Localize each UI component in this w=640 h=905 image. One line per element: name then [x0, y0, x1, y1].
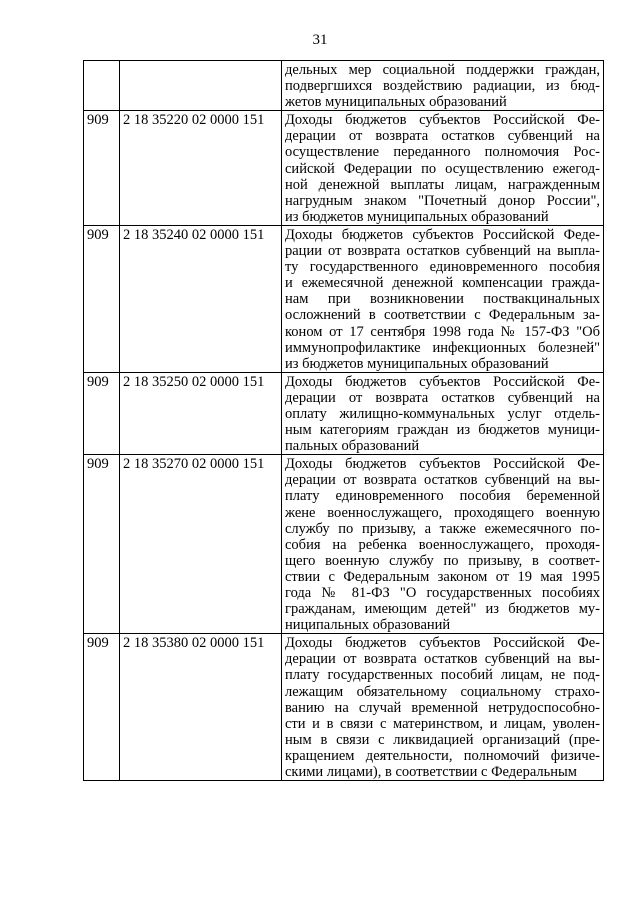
description-line: и ежемесячной денежной компенсации гражда-	[285, 275, 600, 292]
kbk-code-cell: 2 18 35250 02 0000 151	[120, 372, 282, 454]
description-line: сийской Федерации по осуществлению ежегод-	[285, 160, 600, 177]
description-line: ту государственного единовременного пособия	[285, 259, 600, 276]
description-line: ствии с Федеральным законом от 19 мая 1995	[285, 568, 600, 585]
description-line: плату единовременного пособия беременной	[285, 488, 600, 505]
admin-code-cell: 909	[84, 455, 120, 634]
description-line: пальных образований	[285, 438, 420, 455]
description-line: жетов муниципальных образований	[285, 94, 507, 111]
description-line: ниципальных образований	[285, 617, 451, 634]
description-line: службу по призыву, а также ежемесячного по-	[285, 520, 600, 537]
description-line: щего военную службу по призыву, в соответ-	[285, 552, 600, 569]
description-line: плату государственных пособий лицам, не под-	[285, 667, 600, 684]
description-line: рации от возврата остатков субвенций на выпла-	[285, 243, 600, 260]
kbk-code-cell	[120, 61, 282, 111]
description-line: гражданам, имеющим детей" из бюджетов му-	[285, 601, 600, 618]
description-line: дерации от возврата остатков субвенций на	[285, 389, 600, 406]
description-line: осуществление переданного полномочия Рос-	[285, 144, 600, 161]
description-line: Доходы бюджетов субъектов Российской Фе-	[285, 456, 600, 473]
table-row	[84, 225, 604, 372]
admin-code-cell	[84, 61, 120, 111]
description-line: ванию на случай временной нетрудоспособно-	[285, 699, 600, 716]
description-line: ным категориям граждан из бюджетов муници-	[285, 422, 600, 439]
table-row	[84, 61, 604, 111]
description-line: Доходы бюджетов субъектов Российской Фе-	[285, 373, 600, 390]
description-line: из бюджетов муниципальных образований	[285, 208, 549, 225]
description-line: жене военнослужащего, проходящего военную	[285, 504, 600, 521]
description-line: Доходы бюджетов субъектов Российской Феде-	[285, 226, 600, 243]
description-line: Доходы бюджетов субъектов Российской Фе-	[285, 112, 600, 129]
description-line: дерации от возврата остатков субвенций на вы-	[285, 651, 600, 668]
description-line: коном от 17 сентября 1998 года № 157-ФЗ "Об	[285, 323, 600, 340]
description-line: года № 81-ФЗ "О государственных пособиях	[285, 585, 600, 601]
admin-code-cell: 909	[84, 225, 120, 372]
description-line: дерации от возврата остатков субвенций на вы-	[285, 472, 600, 489]
description-line: подвергшихся воздействию радиации, из бюд-	[285, 78, 600, 95]
description-line: ным в связи с ликвидацией организаций (пре-	[285, 731, 600, 748]
description-line: нам при возникновении поствакцинальных	[285, 291, 600, 308]
description-cell	[282, 111, 604, 226]
description-line: ной денежной выплаты лицам, награжденным	[285, 176, 600, 193]
description-line: собия на ребенка военнослужащего, проходя-	[285, 536, 600, 553]
description-line: осложнений в соответствии с Федеральным за-	[285, 307, 600, 324]
description-line: лежащим обязательному социальному страхо-	[285, 683, 600, 700]
page-number: 31	[312, 32, 328, 48]
kbk-code-cell: 2 18 35380 02 0000 151	[120, 634, 282, 781]
kbk-code-cell: 2 18 35240 02 0000 151	[120, 225, 282, 372]
admin-code-cell: 909	[84, 634, 120, 781]
table-row	[84, 111, 604, 226]
table-row	[84, 455, 604, 634]
kbk-code-cell: 2 18 35270 02 0000 151	[120, 455, 282, 634]
admin-code-cell: 909	[84, 372, 120, 454]
description-cell	[282, 455, 604, 634]
description-cell	[282, 225, 604, 372]
description-cell	[282, 61, 604, 111]
description-line: Доходы бюджетов субъектов Российской Фе-	[285, 635, 600, 652]
description-line: оплату жилищно-коммунальных услуг отдель-	[285, 405, 600, 422]
admin-code-cell: 909	[84, 111, 120, 226]
description-line: нагрудным знаком "Почетный донор России",	[285, 192, 600, 209]
description-line: кращением деятельности, полномочий физиче-	[285, 747, 600, 764]
budget-codes-table	[83, 60, 604, 781]
description-cell	[282, 372, 604, 454]
description-cell	[282, 634, 604, 781]
kbk-code-cell: 2 18 35220 02 0000 151	[120, 111, 282, 226]
description-line: скими лицами), в соответствии с Федеральным	[285, 764, 577, 781]
description-line: иммунопрофилактике инфекционных болезней"	[285, 339, 600, 356]
table-row	[84, 372, 604, 454]
description-line: дерации от возврата остатков субвенций на	[285, 128, 600, 145]
table-row	[84, 634, 604, 781]
description-line: из бюджетов муниципальных образований	[285, 355, 549, 372]
description-line: дельных мер социальной поддержки граждан,	[285, 62, 600, 78]
description-line: сти и в связи с материнством, и лицам, уволен-	[285, 715, 600, 732]
